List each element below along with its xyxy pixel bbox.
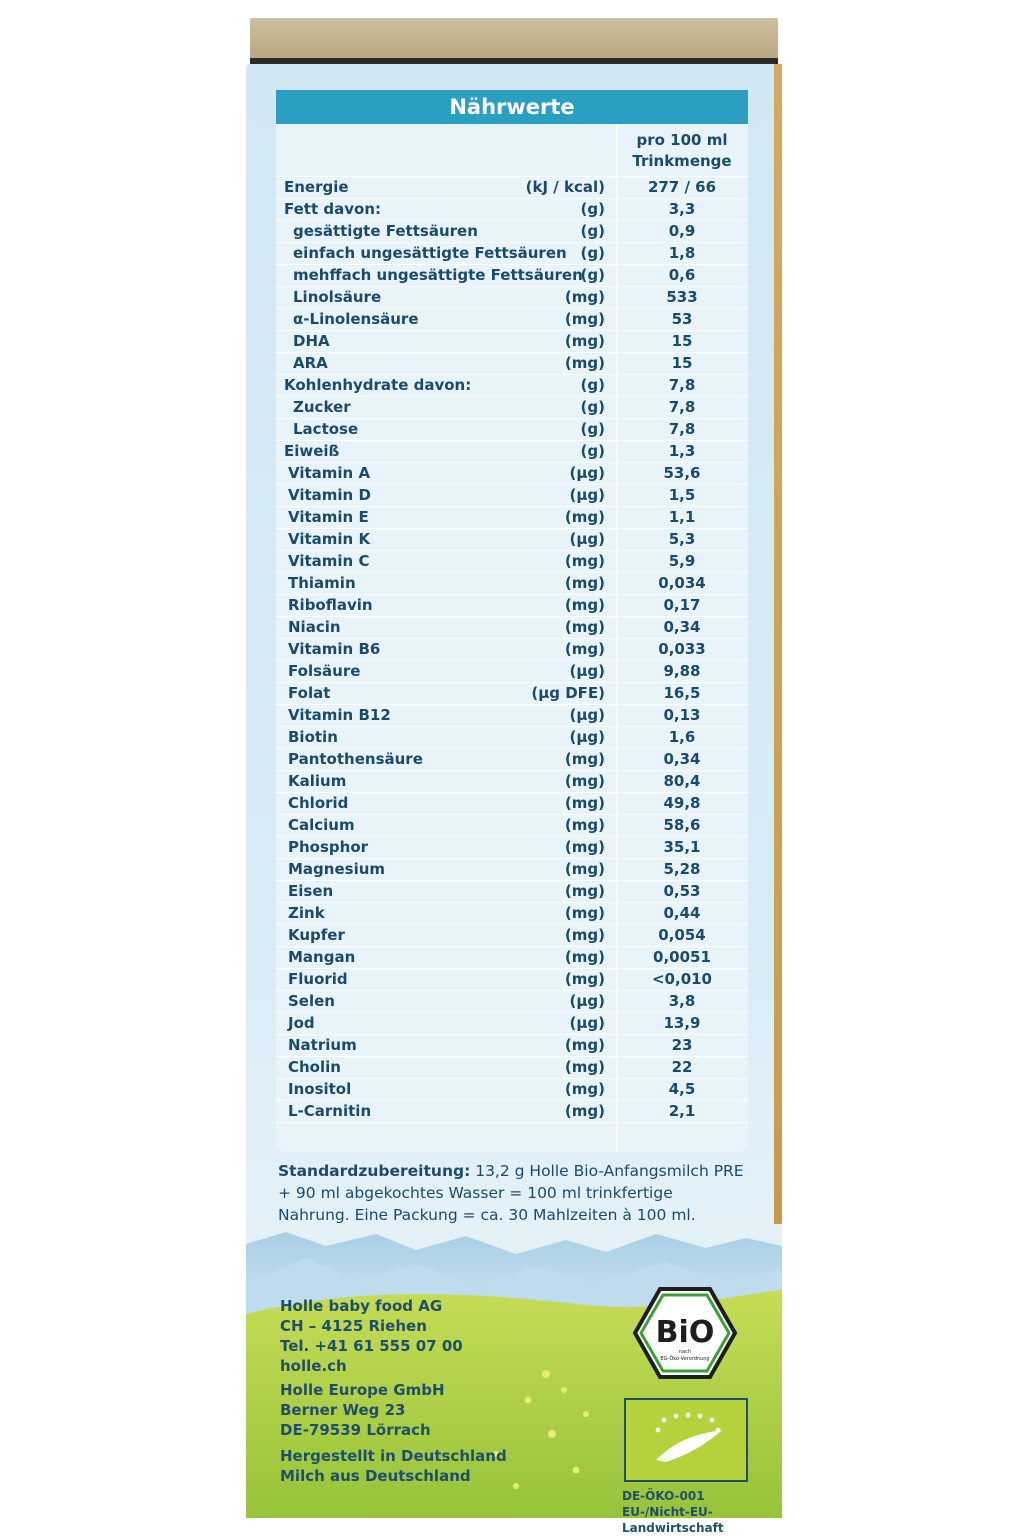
nutrient-unit: (mg) bbox=[564, 310, 605, 328]
nutrient-value: 0,34 bbox=[663, 750, 701, 768]
table-row bbox=[276, 1101, 748, 1123]
nutrient-name: Chlorid bbox=[288, 794, 349, 812]
nutrient-value: 0,0051 bbox=[653, 948, 711, 966]
nutrient-name: Zink bbox=[288, 904, 325, 922]
nutrient-name: α-Linolensäure bbox=[293, 310, 419, 328]
nutrient-unit: (g) bbox=[580, 200, 605, 218]
table-row bbox=[276, 221, 748, 243]
nutrient-unit: (mg) bbox=[564, 552, 605, 570]
nutrient-name: einfach ungesättigte Fettsäuren bbox=[293, 244, 567, 262]
nutrient-value: 15 bbox=[671, 332, 693, 350]
nutrient-unit: (mg) bbox=[564, 288, 605, 306]
table-row bbox=[276, 199, 748, 221]
nutrient-value: 1,5 bbox=[668, 486, 696, 504]
nutrient-value: 3,8 bbox=[668, 992, 696, 1010]
address-holle-baby-food: Holle baby food AG CH – 4125 Riehen Tel. +41 61 555 07 00 holle.ch bbox=[280, 1297, 463, 1375]
nutrition-table-title: Nährwerte bbox=[276, 90, 748, 124]
box-lid bbox=[250, 18, 778, 62]
nutrient-unit: (µg DFE) bbox=[531, 684, 605, 702]
bio-seal-icon bbox=[632, 1286, 738, 1380]
nutrient-unit: (g) bbox=[580, 420, 605, 438]
table-row bbox=[276, 683, 748, 705]
nutrient-value: 16,5 bbox=[663, 684, 701, 702]
svg-text:nach: nach bbox=[678, 1349, 692, 1355]
table-row bbox=[276, 991, 748, 1013]
nutrient-value: 0,13 bbox=[663, 706, 701, 724]
nutrient-unit: (kJ / kcal) bbox=[525, 178, 605, 196]
table-row bbox=[276, 771, 748, 793]
table-row bbox=[276, 551, 748, 573]
nutrient-name: Linolsäure bbox=[293, 288, 382, 306]
table-row bbox=[276, 1057, 748, 1079]
nutrient-unit: (mg) bbox=[564, 640, 605, 658]
nutrient-unit: (mg) bbox=[564, 508, 605, 526]
table-row bbox=[276, 793, 748, 815]
nutrient-name: Zucker bbox=[293, 398, 351, 416]
nutrient-unit: (mg) bbox=[564, 574, 605, 592]
nutrient-value: 80,4 bbox=[663, 772, 701, 790]
table-row bbox=[276, 727, 748, 749]
table-row bbox=[276, 419, 748, 441]
nutrient-value: 0,17 bbox=[663, 596, 701, 614]
nutrient-name: Kupfer bbox=[288, 926, 345, 944]
nutrient-value: 9,88 bbox=[663, 662, 701, 680]
nutrient-name: Vitamin K bbox=[288, 530, 371, 548]
nutrient-value: 49,8 bbox=[663, 794, 701, 812]
table-row bbox=[276, 441, 748, 463]
address-holle-europe: Holle Europe GmbH Berner Weg 23 DE-79539 Lörrach bbox=[280, 1381, 445, 1439]
nutrient-name: Niacin bbox=[288, 618, 341, 636]
nutrient-value: 1,1 bbox=[668, 508, 696, 526]
svg-text:BiO: BiO bbox=[655, 1315, 715, 1350]
nutrient-unit: (mg) bbox=[564, 1080, 605, 1098]
nutrient-name: Energie bbox=[284, 178, 349, 196]
nutrient-unit: (µg) bbox=[569, 706, 605, 724]
nutrient-value: 53,6 bbox=[663, 464, 701, 482]
nutrient-name: Pantothensäure bbox=[288, 750, 423, 768]
nutrient-value: 1,6 bbox=[668, 728, 696, 746]
preparation-body: 13,2 g Holle Bio-Anfangsmilch PRE + 90 ml abgekochtes Wasser = 100 ml trinkfertige Nahrung. Eine Packung = ca. 30 Mahlzeiten à 100 ml. bbox=[278, 1162, 744, 1224]
nutrient-value: 7,8 bbox=[668, 376, 696, 394]
table-row bbox=[276, 705, 748, 727]
table-row bbox=[276, 309, 748, 331]
table-row bbox=[276, 925, 748, 947]
table-row bbox=[276, 265, 748, 287]
nutrient-name: Selen bbox=[288, 992, 335, 1010]
table-row bbox=[276, 661, 748, 683]
nutrient-value: 5,28 bbox=[663, 860, 701, 878]
eu-leaf-icon bbox=[626, 1400, 746, 1480]
nutrient-name: Folat bbox=[288, 684, 331, 702]
table-row bbox=[276, 815, 748, 837]
nutrient-name: Magnesium bbox=[288, 860, 386, 878]
nutrient-value: 277 / 66 bbox=[647, 178, 717, 196]
nutrient-value: 58,6 bbox=[663, 816, 701, 834]
table-row bbox=[276, 639, 748, 661]
nutrient-unit: (mg) bbox=[564, 838, 605, 856]
table-row bbox=[276, 331, 748, 353]
nutrient-name: Kohlenhydrate davon: bbox=[284, 376, 472, 394]
table-row bbox=[276, 1079, 748, 1101]
nutrient-unit: (mg) bbox=[564, 772, 605, 790]
package-edge bbox=[774, 64, 782, 1224]
nutrient-unit: (mg) bbox=[564, 332, 605, 350]
table-row bbox=[276, 837, 748, 859]
nutrient-name: ARA bbox=[293, 354, 328, 372]
nutrient-unit: (mg) bbox=[564, 1036, 605, 1054]
nutrient-value: 7,8 bbox=[668, 398, 696, 416]
nutrient-value: 3,3 bbox=[668, 200, 696, 218]
nutrient-unit: (µg) bbox=[569, 530, 605, 548]
nutrient-unit: (µg) bbox=[569, 464, 605, 482]
nutrient-unit: (mg) bbox=[564, 860, 605, 878]
nutrient-unit: (mg) bbox=[564, 948, 605, 966]
nutrient-unit: (mg) bbox=[564, 618, 605, 636]
nutrient-name: Inositol bbox=[288, 1080, 352, 1098]
nutrient-name: Lactose bbox=[293, 420, 359, 438]
nutrient-value: 5,3 bbox=[668, 530, 696, 548]
table-row bbox=[276, 485, 748, 507]
table-row bbox=[276, 243, 748, 265]
nutrient-unit: (mg) bbox=[564, 794, 605, 812]
nutrient-value: 23 bbox=[671, 1036, 693, 1054]
nutrient-name: L-Carnitin bbox=[288, 1102, 372, 1120]
table-row bbox=[276, 463, 748, 485]
nutrient-value: 13,9 bbox=[663, 1014, 701, 1032]
nutrient-unit: (mg) bbox=[564, 904, 605, 922]
table-row bbox=[276, 573, 748, 595]
nutrition-rows bbox=[276, 177, 748, 1123]
nutrient-unit: (g) bbox=[580, 266, 605, 284]
nutrient-name: Vitamin A bbox=[288, 464, 371, 482]
nutrient-name: Mangan bbox=[288, 948, 356, 966]
table-row bbox=[276, 969, 748, 991]
nutrient-unit: (µg) bbox=[569, 992, 605, 1010]
nutrient-value: 15 bbox=[671, 354, 693, 372]
table-row bbox=[276, 595, 748, 617]
table-row bbox=[276, 1013, 748, 1035]
nutrient-name: Vitamin C bbox=[288, 552, 370, 570]
nutrient-value: 0,9 bbox=[668, 222, 696, 240]
nutrient-unit: (mg) bbox=[564, 596, 605, 614]
nutrient-name: Fett davon: bbox=[284, 200, 381, 218]
nutrient-name: Phosphor bbox=[288, 838, 369, 856]
nutrient-unit: (g) bbox=[580, 376, 605, 394]
eu-control-code: DE-ÖKO-001 EU-/Nicht-EU- Landwirtschaft bbox=[622, 1489, 724, 1535]
preparation-text bbox=[278, 1160, 748, 1226]
nutrient-value: 0,53 bbox=[663, 882, 701, 900]
nutrient-name: Biotin bbox=[288, 728, 338, 746]
nutrient-value: <0,010 bbox=[651, 970, 712, 988]
eu-organic-logo bbox=[624, 1398, 748, 1482]
nutrient-value: 0,6 bbox=[668, 266, 696, 284]
nutrient-unit: (mg) bbox=[564, 816, 605, 834]
nutrient-unit: (g) bbox=[580, 398, 605, 416]
nutrient-name: Vitamin B12 bbox=[288, 706, 391, 724]
nutrient-name: Eisen bbox=[288, 882, 334, 900]
nutrient-unit: (mg) bbox=[564, 882, 605, 900]
table-row bbox=[276, 903, 748, 925]
nutrient-value: 0,054 bbox=[658, 926, 706, 944]
nutrient-name: Vitamin E bbox=[288, 508, 369, 526]
nutrient-unit: (mg) bbox=[564, 926, 605, 944]
svg-text:EG-Öko-Verordnung: EG-Öko-Verordnung bbox=[660, 1356, 710, 1362]
nutrient-unit: (mg) bbox=[564, 1058, 605, 1076]
preparation-label: Standardzubereitung: bbox=[278, 1162, 471, 1180]
nutrient-unit: (mg) bbox=[564, 970, 605, 988]
table-row bbox=[276, 1035, 748, 1057]
nutrient-name: Vitamin B6 bbox=[288, 640, 381, 658]
nutrient-value: 53 bbox=[671, 310, 693, 328]
nutrient-unit: (g) bbox=[580, 222, 605, 240]
nutrient-name: Riboflavin bbox=[288, 596, 373, 614]
nutrient-name: Natrium bbox=[288, 1036, 357, 1054]
nutrient-name: mehffach ungesättigte Fettsäuren bbox=[293, 266, 583, 284]
nutrient-name: Fluorid bbox=[288, 970, 348, 988]
table-row bbox=[276, 881, 748, 903]
nutrient-name: Calcium bbox=[288, 816, 355, 834]
nutrient-value: 7,8 bbox=[668, 420, 696, 438]
nutrient-value: 0,44 bbox=[663, 904, 701, 922]
table-row bbox=[276, 397, 748, 419]
nutrient-value: 0,34 bbox=[663, 618, 701, 636]
table-row bbox=[276, 177, 748, 199]
nutrient-value: 1,3 bbox=[668, 442, 696, 460]
nutrient-name: Vitamin D bbox=[288, 486, 371, 504]
website-link[interactable]: holle.ch bbox=[280, 1357, 347, 1375]
nutrient-value: 22 bbox=[671, 1058, 693, 1076]
nutrient-name: DHA bbox=[293, 332, 330, 350]
table-row bbox=[276, 947, 748, 969]
origin-statement: Hergestellt in Deutschland Milch aus Deutschland bbox=[280, 1447, 507, 1485]
nutrient-value: 35,1 bbox=[663, 838, 701, 856]
nutrient-unit: (mg) bbox=[564, 1102, 605, 1120]
table-row bbox=[276, 749, 748, 771]
nutrient-unit: (g) bbox=[580, 244, 605, 262]
nutrient-name: Thiamin bbox=[288, 574, 356, 592]
table-row bbox=[276, 375, 748, 397]
nutrient-value: 2,1 bbox=[668, 1102, 696, 1120]
nutrient-value: 533 bbox=[666, 288, 698, 306]
nutrition-table bbox=[276, 90, 748, 1152]
nutrient-unit: (µg) bbox=[569, 486, 605, 504]
nutrient-value: 0,033 bbox=[658, 640, 706, 658]
nutrient-value: 1,8 bbox=[668, 244, 696, 262]
table-row bbox=[276, 859, 748, 881]
nutrient-unit: (g) bbox=[580, 442, 605, 460]
nutrition-table-header bbox=[276, 124, 748, 177]
nutrient-unit: (µg) bbox=[569, 1014, 605, 1032]
nutrient-unit: (µg) bbox=[569, 662, 605, 680]
package-side-panel bbox=[246, 64, 782, 1535]
table-row bbox=[276, 353, 748, 375]
table-row bbox=[276, 617, 748, 639]
nutrient-unit: (µg) bbox=[569, 728, 605, 746]
nutrient-name: Jod bbox=[288, 1014, 315, 1032]
column-header: pro 100 ml Trinkmenge bbox=[632, 131, 732, 170]
nutrient-name: Eiweiß bbox=[284, 442, 340, 460]
table-row bbox=[276, 287, 748, 309]
nutrient-unit: (mg) bbox=[564, 354, 605, 372]
nutrient-value: 5,9 bbox=[668, 552, 696, 570]
nutrient-name: Cholin bbox=[288, 1058, 341, 1076]
nutrient-name: Folsäure bbox=[288, 662, 361, 680]
nutrient-value: 4,5 bbox=[668, 1080, 696, 1098]
nutrient-name: Kalium bbox=[288, 772, 347, 790]
table-row bbox=[276, 507, 748, 529]
table-row bbox=[276, 529, 748, 551]
nutrient-value: 0,034 bbox=[658, 574, 706, 592]
nutrient-name: gesättigte Fettsäuren bbox=[293, 222, 478, 240]
nutrient-unit: (mg) bbox=[564, 750, 605, 768]
